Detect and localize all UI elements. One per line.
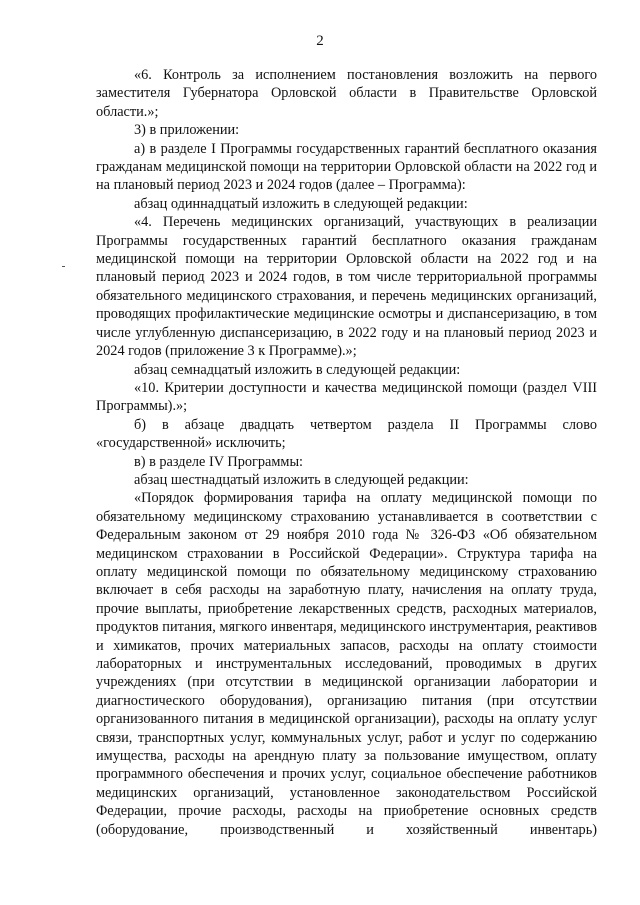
paragraph-section-iv: в) в разделе IV Программы: — [134, 453, 304, 470]
paragraph-eleventh-abzats: абзац одиннадцатый изложить в следующей редакции: — [134, 195, 468, 212]
document-body — [96, 66, 597, 839]
paragraph-appendix-heading: 3) в приложении: — [134, 122, 240, 139]
paragraph-control: «6. Контроль за исполнением постановления возложить на первого заместителя Губернатора Орловской области в Правительстве Орловской области.»; — [96, 67, 597, 120]
paragraph-criteria: «10. Критерии доступности и качества медицинской помощи (раздел VIII Программы).»; — [96, 379, 597, 415]
paragraph-section-i: а) в разделе I Программы государственных гарантий бесплатного оказания гражданам медицинской помощи на территории Орловской области на 2022 год и на плановый период 2023 и 2024 годов (далее – Программа): — [96, 140, 597, 194]
paragraph-sixteenth-abzats: абзац шестнадцатый изложить в следующей редакции: — [134, 471, 469, 488]
paragraph-list-of-organizations: «4. Перечень медицинских организаций, участвующих в реализации Программы государственных гарантий бесплатного оказания гражданам медицинской помощи на территории Орловской области на 2022 год и на плановый период 2023 и 2024 годов, в том числе территориальной программы обязательного медицинского страхования, и перечень медицинских организаций, проводящих профилактические медицинские осмотры и диспансеризацию, в том числе углубленную диспансеризацию, в 2022 году и на плановый период 2023 и 2024 годов (приложение 3 к Программе).»; — [96, 214, 597, 360]
paragraph-section-ii: б) в абзаце двадцать четвертом раздела II Программы слово «государственной» исключить; — [96, 416, 597, 452]
paragraph-seventeenth-abzats: абзац семнадцатый изложить в следующей редакции: — [134, 361, 461, 378]
page-number: 2 — [316, 33, 324, 49]
margin-mark — [62, 266, 65, 267]
paragraph-tariff-order: «Порядок формирования тарифа на оплату медицинской помощи по обязательному медицинскому страхованию устанавливается в соответствии с Федеральным законом от 29 ноября 2010 года № 326-ФЗ «Об обязательном медицинском страховании в Российской Федерации». Структура тарифа на оплату медицинской помощи по обязательному медицинскому страхованию включает в себя расходы на заработную плату, начисления на оплату труда, прочие выплаты, приобретение лекарственных средств, расходных материалов, продуктов питания, мягкого инвентаря, медицинского инструментария, реактивов и химикатов, прочих материальных запасов, расходы на оплату стоимости лабораторных и инструментальных исследований, проводимых в других учреждениях (при отсутствии в медицинской организации лаборатории и диагностического оборудования), организацию питания (при отсутствии организованного питания в медицинской организации), расходы на оплату услуг связи, транспортных услуг, коммунальных услуг, работ и услуг по содержанию имущества, расходы на арендную плату за пользование имуществом, оплату программного обеспечения и прочих услуг, социальное обеспечение работников медицинских организаций, установленное законодательством Российской Федерации, прочие расходы, расходы на приобретение основных средств (оборудование, производственный и хозяйственный инвентарь) — [96, 490, 597, 838]
